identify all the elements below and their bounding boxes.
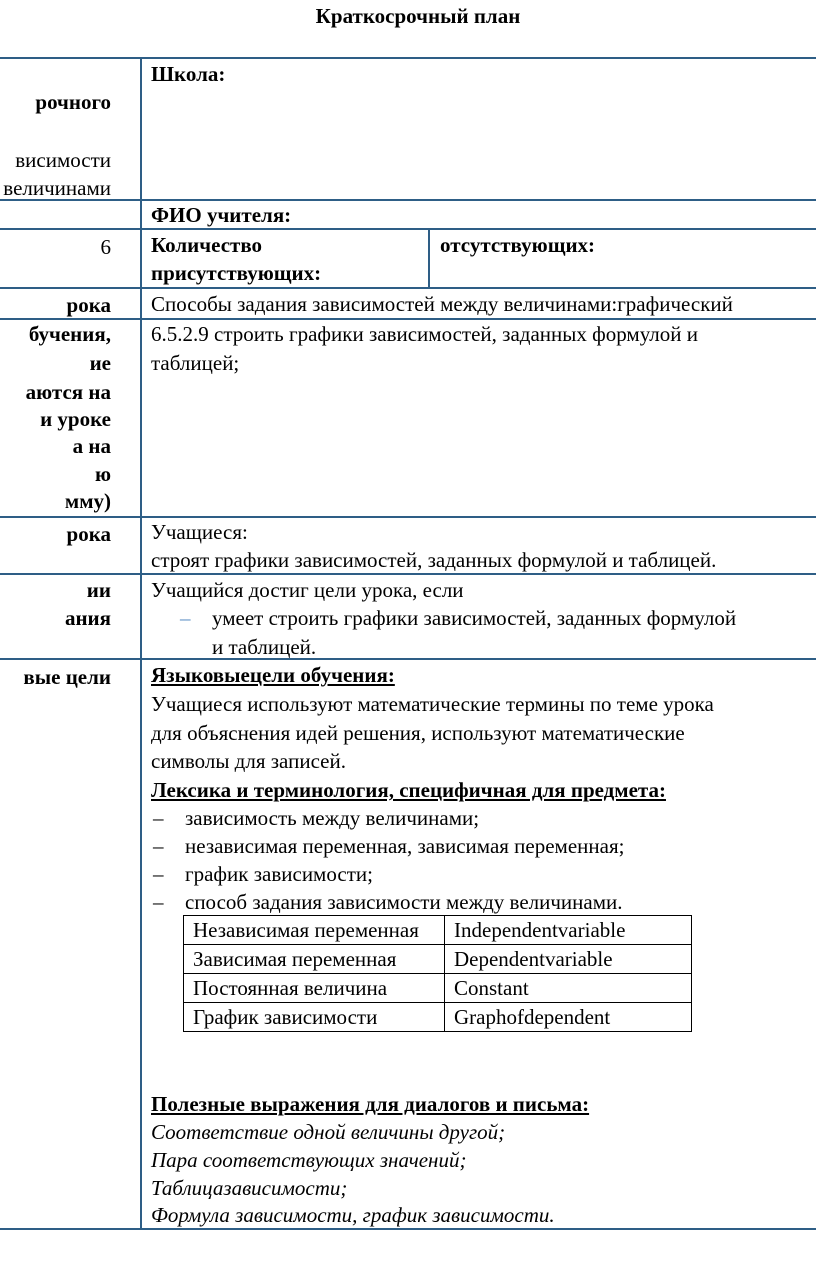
present-label-line2: присутствующих: bbox=[151, 261, 322, 285]
left-label-criteria-2: ания bbox=[64, 606, 111, 630]
lesson-topic-text: Способы задания зависимостей между величинами:графический bbox=[151, 292, 733, 316]
term-text: график зависимости; bbox=[185, 862, 373, 886]
left-label-criteria-1: ии bbox=[86, 578, 111, 602]
vocab-en-cell: Graphofdependent bbox=[445, 1003, 692, 1032]
vocab-en-cell: Dependentvariable bbox=[445, 945, 692, 974]
vocab-ru-cell: График зависимости bbox=[184, 1003, 445, 1032]
phrase-line: Пара соответствующих значений; bbox=[151, 1148, 467, 1172]
left-label-lesson-topic: рока bbox=[66, 293, 111, 317]
left-label-objectives-7: мму) bbox=[64, 489, 111, 513]
table-row bbox=[184, 916, 692, 945]
phrases-heading: Полезные выражения для диалогов и письма: bbox=[151, 1092, 590, 1116]
table-row-divider bbox=[0, 199, 816, 201]
table-row-divider bbox=[0, 228, 816, 230]
dash-marker: ‒ bbox=[153, 890, 164, 914]
table-row bbox=[184, 945, 692, 974]
language-para-line2: для объяснения идей решения, используют математические bbox=[151, 721, 685, 745]
present-label-line1: Количество bbox=[151, 233, 263, 257]
term-item bbox=[153, 832, 624, 861]
left-label-language-goals: вые цели bbox=[23, 665, 111, 689]
phrase-line: Формула зависимости, график зависимости. bbox=[151, 1203, 555, 1227]
language-goals-heading: Языковыецели обучения: bbox=[151, 663, 395, 687]
vocab-ru-cell: Независимая переменная bbox=[184, 916, 445, 945]
lesson-goal-line1: Учащиеся: bbox=[151, 520, 248, 544]
dash-marker: ‒ bbox=[153, 834, 164, 858]
table-column-divider bbox=[428, 228, 430, 289]
term-text: независимая переменная, зависимая переменная; bbox=[185, 834, 625, 858]
table-column-divider bbox=[140, 57, 142, 1230]
lesson-goal-line2: строят графики зависимостей, заданных формулой и таблицей. bbox=[151, 548, 717, 572]
criteria-item-line1: умеет строить графики зависимостей, заданных формулой bbox=[212, 606, 737, 630]
term-item bbox=[153, 888, 623, 917]
criteria-intro: Учащийся достиг цели урока, если bbox=[151, 578, 464, 602]
lexicon-heading: Лексика и терминология, специфичная для предмета: bbox=[151, 778, 666, 802]
left-label-grade: 6 bbox=[100, 235, 111, 259]
criteria-bullet: – bbox=[180, 606, 191, 630]
term-item bbox=[153, 804, 479, 833]
left-label-objectives-6: ю bbox=[94, 462, 111, 486]
left-label-topic-part2: величинами bbox=[3, 176, 111, 200]
table-row bbox=[184, 1003, 692, 1032]
phrase-line: Таблицазависимости; bbox=[151, 1176, 348, 1200]
left-label-objectives-1: бучения, bbox=[28, 322, 111, 346]
left-label-objectives-5: а на bbox=[72, 434, 111, 458]
term-item bbox=[153, 860, 373, 889]
table-row-divider bbox=[0, 658, 816, 660]
vocab-ru-cell: Постоянная величина bbox=[184, 974, 445, 1003]
left-label-objectives-2: ие bbox=[89, 351, 111, 375]
dash-marker: ‒ bbox=[153, 806, 164, 830]
dash-marker: ‒ bbox=[153, 862, 164, 886]
left-label-objectives-3: аются на bbox=[25, 380, 111, 404]
document-title: Краткосрочный план bbox=[315, 4, 521, 28]
learning-objective-line1: 6.5.2.9 строить графики зависимостей, заданных формулой и bbox=[151, 322, 698, 346]
vocab-en-cell: Constant bbox=[445, 974, 692, 1003]
learning-objective-line2: таблицей; bbox=[151, 351, 240, 375]
table-row-divider bbox=[0, 287, 816, 289]
left-label-plan-part: рочного bbox=[35, 90, 111, 114]
table-row bbox=[184, 974, 692, 1003]
table-border-top bbox=[0, 57, 816, 59]
table-row-divider bbox=[0, 516, 816, 518]
left-label-objectives-4: и уроке bbox=[40, 407, 111, 431]
vocab-en-cell: Independentvariable bbox=[445, 916, 692, 945]
phrase-line: Соответствие одной величины другой; bbox=[151, 1120, 506, 1144]
left-label-lesson-goals: рока bbox=[66, 522, 111, 546]
absent-label: отсутствующих: bbox=[440, 233, 596, 257]
criteria-item-line2: и таблицей. bbox=[212, 635, 317, 659]
vocabulary-table bbox=[183, 915, 692, 1032]
teacher-label: ФИО учителя: bbox=[151, 203, 292, 227]
term-text: зависимость между величинами; bbox=[185, 806, 480, 830]
vocab-ru-cell: Зависимая переменная bbox=[184, 945, 445, 974]
language-para-line1: Учащиеся используют математические термины по теме урока bbox=[151, 692, 714, 716]
left-label-topic-part1: висимости bbox=[15, 148, 111, 172]
term-text: способ задания зависимости между величинами. bbox=[185, 890, 623, 914]
school-label: Школа: bbox=[151, 62, 226, 86]
language-para-line3: символы для записей. bbox=[151, 749, 346, 773]
